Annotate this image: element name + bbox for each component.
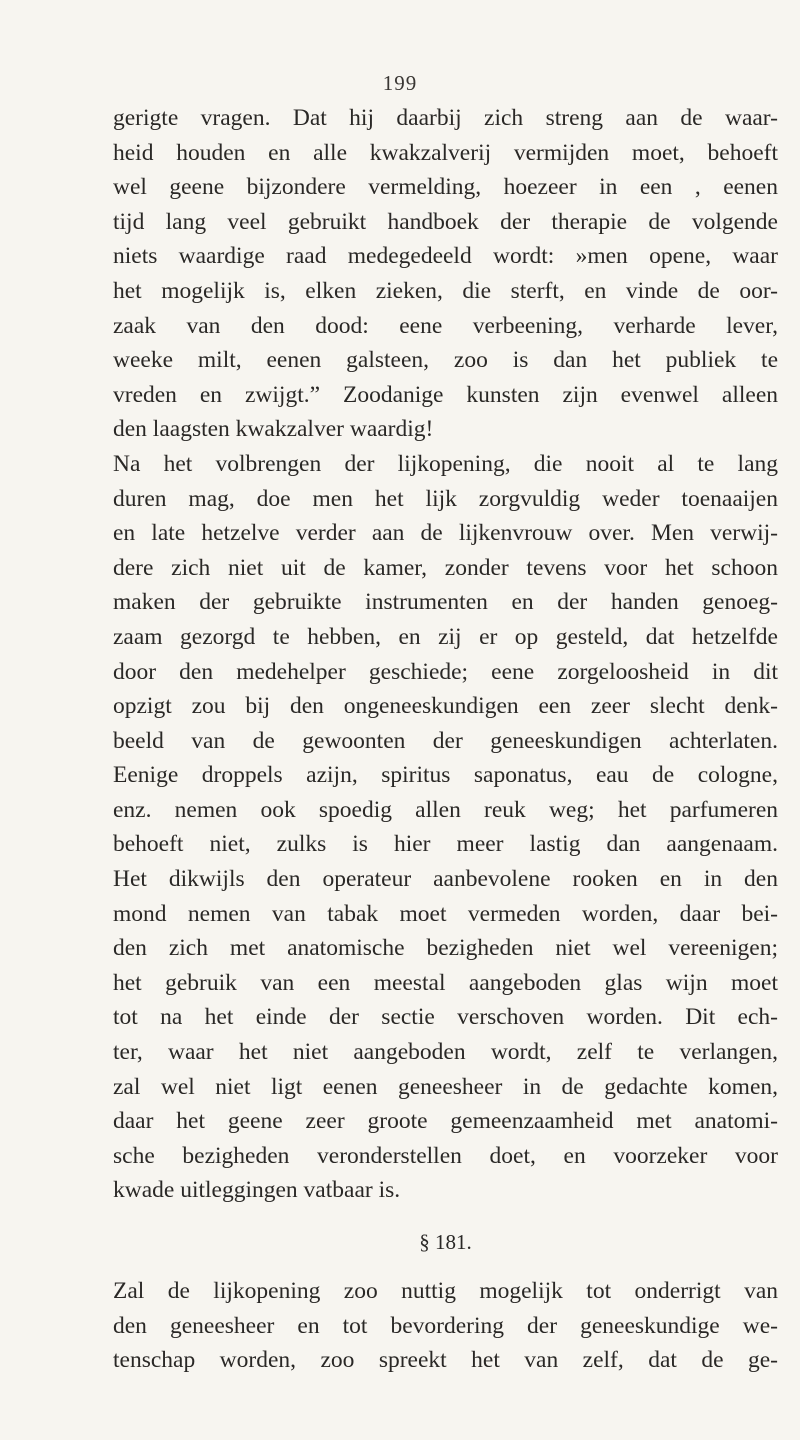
page-number: 199 [382,71,418,95]
body-text [113,101,778,1378]
text-line: opzigt zou bij den ongeneeskundigen een zeer slecht denk- [113,693,778,720]
text-line: weeke milt, eenen galsteen, zoo is dan het publiek te [113,347,778,374]
text-line: kwade uitleggingen vatbaar is. [113,1177,401,1204]
text-line: sche bezigheden veronderstellen doet, en voorzeker voor [113,1142,778,1169]
section-heading: § 181. [419,1230,472,1254]
text-line: Na het volbrengen der lijkopening, die nooit al te lang [113,450,778,477]
text-line: den zich met anatomische bezigheden niet wel vereenigen; [113,935,778,962]
text-line: door den medehelper geschiede; eene zorgeloosheid in dit [113,658,778,685]
text-line: en late hetzelve verder aan de lijkenvrouw over. Men verwij- [113,520,778,547]
text-line: enz. nemen ook spoedig allen reuk weg; het parfumeren [113,796,778,823]
text-line: tijd lang veel gebruikt handboek der therapie de volgende [113,208,778,235]
text-line: zaam gezorgd te hebben, en zij er op gesteld, dat hetzelfde [113,623,778,650]
text-line: beeld van de gewoonten der geneeskundigen achterlaten. [113,727,778,754]
text-line: ter, waar het niet aangeboden wordt, zelf te verlangen, [113,1039,778,1066]
text-line: mond nemen van tabak moet vermeden worden, daar bei- [113,900,778,927]
text-line: zal wel niet ligt eenen geneesheer in de gedachte komen, [113,1073,778,1100]
text-line: vreden en zwijgt.” Zoodanige kunsten zijn evenwel alleen [113,381,778,408]
text-line: tot na het einde der sectie verschoven worden. Dit ech- [113,1004,778,1031]
text-line: tenschap worden, zoo spreekt het van zelf, dat de ge- [113,1347,778,1374]
text-line: daar het geene zeer groote gemeenzaamheid met anatomi- [113,1108,778,1135]
text-line: het gebruik van een meestal aangeboden glas wijn moet [113,969,778,996]
text-line: wel geene bijzondere vermelding, hoezeer in een , eenen [113,174,778,201]
text-line: heid houden en alle kwakzalverij vermijden moet, behoeft [113,139,778,166]
text-line: den laagsten kwakzalver waardig! [113,416,434,443]
text-line: Het dikwijls den operateur aanbevolene rooken en in den [113,866,778,893]
text-line: zaak van den dood: eene verbeening, verharde lever, [113,312,778,339]
text-line: duren mag, doe men het lijk zorgvuldig weder toenaaijen [113,485,778,512]
text-line: Zal de lijkopening zoo nuttig mogelijk tot onderrigt van [113,1278,778,1304]
text-line: den geneesheer en tot bevordering der geneeskundige we- [113,1312,778,1339]
text-line: gerigte vragen. Dat hij daarbij zich streng aan de waar- [113,105,778,131]
text-line: het mogelijk is, elken zieken, die sterft, en vinde de oor- [113,277,778,304]
text-line: behoeft niet, zulks is hier meer lastig dan aangenaam. [113,831,778,858]
text-line: maken der gebruikte instrumenten en der handen genoeg- [113,589,778,616]
text-line: Eenige droppels azijn, spiritus saponatus, eau de cologne, [113,762,778,789]
text-line: dere zich niet uit de kamer, zonder tevens voor het schoon [113,554,778,581]
text-line: niets waardige raad medegedeeld wordt: »men opene, waar [113,243,778,270]
